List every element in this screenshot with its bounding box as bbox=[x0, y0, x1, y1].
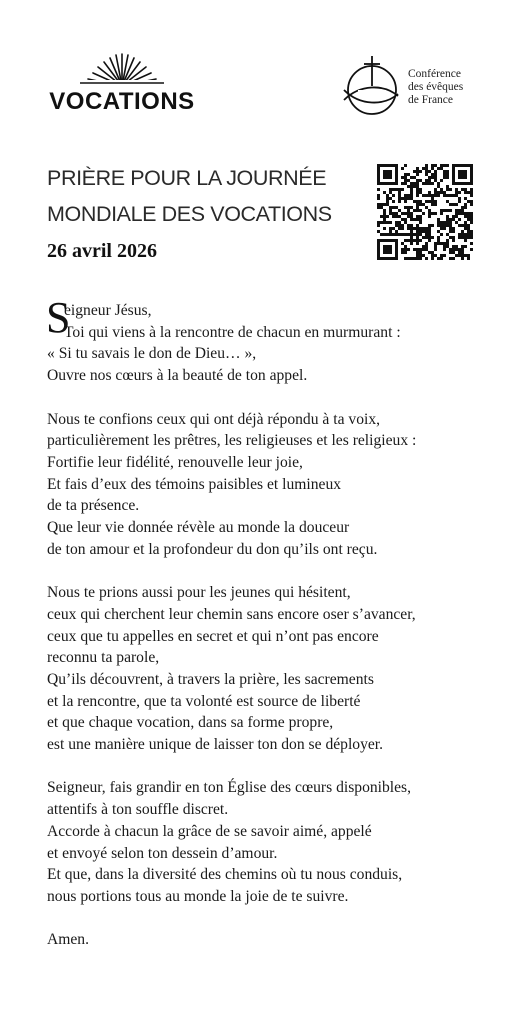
drop-cap: S bbox=[46, 293, 71, 342]
prayer-line: Seigneur, fais grandir en ton Église des cœurs disponibles, bbox=[47, 779, 412, 797]
prayer-line: et la rencontre, que ta volonté est source de liberté bbox=[47, 692, 361, 710]
prayer-line: est une manière unique de laisser ton don se déployer. bbox=[47, 736, 384, 754]
stanza-2 bbox=[47, 409, 487, 561]
prayer-text bbox=[46, 293, 487, 951]
prayer-line: « Si tu savais le don de Dieu… », bbox=[47, 345, 257, 363]
prayer-line: ceux qui cherchent leur chemin sans encore oser s’avancer, bbox=[47, 605, 416, 623]
cef-line-3: de France bbox=[408, 94, 454, 106]
stanza-4 bbox=[47, 777, 487, 907]
prayer-line: ceux que tu appelles en secret et qui n’ont pas encore bbox=[47, 627, 379, 645]
cross-fish-icon bbox=[338, 56, 404, 122]
title-line-1: PRIÈRE POUR LA JOURNÉE bbox=[47, 166, 327, 190]
prayer-line: nous portions tous au monde la joie de te suivre. bbox=[47, 887, 349, 905]
prayer-line: Ouvre nos cœurs à la beauté de ton appel. bbox=[47, 367, 308, 385]
vocations-logo bbox=[46, 50, 198, 116]
prayer-line: Nous te confions ceux qui ont déjà répondu à ta voix, bbox=[47, 410, 381, 428]
prayer-line: et envoyé selon ton dessein d’amour. bbox=[47, 844, 278, 862]
stanza-1 bbox=[46, 293, 487, 387]
prayer-line: Toi qui viens à la rencontre de chacun en murmurant : bbox=[64, 323, 401, 341]
amen: Amen. bbox=[47, 931, 90, 949]
prayer-line: de ta présence. bbox=[47, 497, 140, 515]
prayer-date: 26 avril 2026 bbox=[47, 240, 157, 262]
prayer-line: Accorde à chacun la grâce de se savoir aimé, appelé bbox=[47, 822, 372, 840]
prayer-line: attentifs à ton souffle discret. bbox=[47, 801, 229, 819]
prayer-line: Qu’ils découvrent, à travers la prière, les sacrements bbox=[47, 670, 374, 688]
prayer-line: de ton amour et la profondeur du don qu’ils ont reçu. bbox=[47, 540, 378, 558]
prayer-line: Que leur vie donnée révèle au monde la douceur bbox=[47, 519, 350, 537]
prayer-line: particulièrement les prêtres, les religieuses et les religieux : bbox=[47, 432, 417, 450]
prayer-line: Et que, dans la diversité des chemins où tu nous conduis, bbox=[47, 866, 403, 884]
vocations-wordmark: VOCATIONS bbox=[49, 88, 195, 115]
title-line-2: MONDIALE DES VOCATIONS bbox=[47, 202, 332, 226]
stanza-3 bbox=[47, 582, 487, 756]
prayer-line: reconnu ta parole, bbox=[47, 649, 160, 667]
sunburst-icon bbox=[76, 50, 168, 90]
cef-wordmark bbox=[408, 68, 463, 107]
page-title bbox=[47, 160, 367, 232]
qr-code-icon[interactable] bbox=[377, 164, 473, 260]
prayer-line: et que chaque vocation, dans sa forme propre, bbox=[47, 714, 334, 732]
prayer-line: Nous te prions aussi pour les jeunes qui hésitent, bbox=[47, 584, 351, 602]
cef-logo bbox=[338, 56, 488, 122]
prayer-line: eigneur Jésus, bbox=[64, 302, 152, 319]
prayer-line: Fortifie leur fidélité, renouvelle leur joie, bbox=[47, 453, 303, 471]
cef-line-1: Conférence bbox=[408, 68, 461, 80]
cef-line-2: des évêques bbox=[408, 81, 464, 93]
prayer-line: Et fais d’eux des témoins paisibles et lumineux bbox=[47, 475, 342, 493]
